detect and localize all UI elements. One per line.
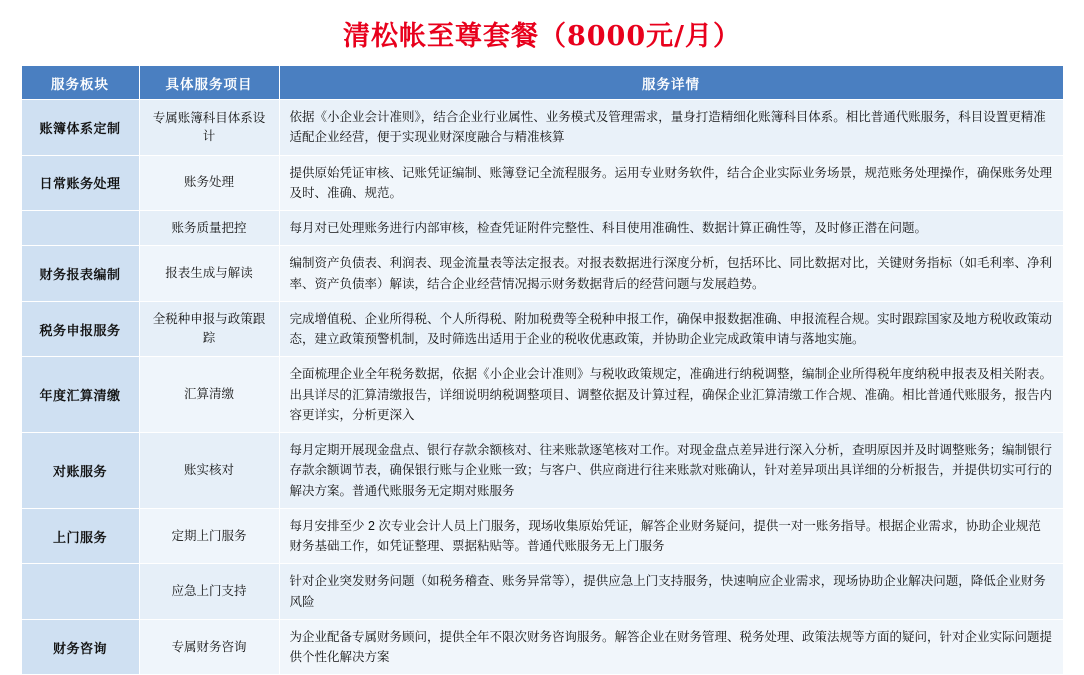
cell-item: 专属账簿科目体系设计 bbox=[139, 100, 279, 156]
table-row bbox=[21, 619, 1063, 675]
cell-item: 专属财务咨询 bbox=[139, 619, 279, 675]
cell-detail: 全面梳理企业全年税务数据，依据《小企业会计准则》与税收政策规定，准确进行纳税调整，编制企业所得税年度纳税申报表及相关附表。出具详尽的汇算清缴报告，详细说明纳税调整项目、调整依据及计算过程，确保企业汇算清缴工作合规、准确。相比普通代账服务，报告内容更详实，分析更深入 bbox=[279, 357, 1063, 433]
cell-detail: 依据《小企业会计准则》，结合企业行业属性、业务模式及管理需求，量身打造精细化账簿科目体系。相比普通代账服务，科目设置更精准适配企业经营，便于实现业财深度融合与精准核算 bbox=[279, 100, 1063, 156]
cell-category: 日常账务处理 bbox=[21, 155, 139, 211]
header-cell-item: 具体服务项目 bbox=[139, 66, 279, 100]
cell-category: 账簿体系定制 bbox=[21, 100, 139, 156]
cell-category: 财务咨询 bbox=[21, 619, 139, 675]
table-row bbox=[21, 301, 1063, 357]
cell-category: 财务报表编制 bbox=[21, 246, 139, 302]
table-header bbox=[21, 66, 1063, 100]
cell-item: 定期上门服务 bbox=[139, 508, 279, 564]
service-package-table bbox=[21, 65, 1064, 675]
table-row bbox=[21, 246, 1063, 302]
cell-category: 年度汇算清缴 bbox=[21, 357, 139, 433]
table-row bbox=[21, 100, 1063, 156]
cell-item: 汇算清缴 bbox=[139, 357, 279, 433]
page-title: 清松帐至尊套餐（8000元/月） bbox=[342, 21, 741, 52]
cell-item: 应急上门支持 bbox=[139, 564, 279, 620]
cell-detail: 完成增值税、企业所得税、个人所得税、附加税费等全税种申报工作，确保申报数据准确、申报流程合规。实时跟踪国家及地方税收政策动态，建立政策预警机制，及时筛选出适用于企业的税收优惠政策，并协助企业完成政策申请与落地实施。 bbox=[279, 301, 1063, 357]
cell-category bbox=[21, 211, 139, 246]
table-row bbox=[21, 211, 1063, 246]
cell-detail: 提供原始凭证审核、记账凭证编制、账簿登记全流程服务。运用专业财务软件，结合企业实际业务场景，规范账务处理操作，确保账务处理及时、准确、规范。 bbox=[279, 155, 1063, 211]
cell-category: 对账服务 bbox=[21, 433, 139, 509]
cell-detail: 每月对已处理账务进行内部审核，检查凭证附件完整性、科目使用准确性、数据计算正确性等，及时修正潜在问题。 bbox=[279, 211, 1063, 246]
table-row bbox=[21, 433, 1063, 509]
cell-item: 账务处理 bbox=[139, 155, 279, 211]
cell-item: 账务质量把控 bbox=[139, 211, 279, 246]
table-row bbox=[21, 508, 1063, 564]
cell-item: 报表生成与解读 bbox=[139, 246, 279, 302]
cell-category: 税务申报服务 bbox=[21, 301, 139, 357]
cell-item: 账实核对 bbox=[139, 433, 279, 509]
cell-detail: 编制资产负债表、利润表、现金流量表等法定报表。对报表数据进行深度分析，包括环比、同比数据对比，关键财务指标（如毛利率、净利率、资产负债率）解读，结合企业经营情况揭示财务数据背后的经营问题与发展趋势。 bbox=[279, 246, 1063, 302]
cell-item: 全税种申报与政策跟踪 bbox=[139, 301, 279, 357]
header-cell-detail: 服务详情 bbox=[279, 66, 1063, 100]
header-cell-category: 服务板块 bbox=[21, 66, 139, 100]
cell-detail: 每月定期开展现金盘点、银行存款余额核对、往来账款逐笔核对工作。对现金盘点差异进行深入分析，查明原因并及时调整账务；编制银行存款余额调节表，确保银行账与企业账一致；与客户、供应商进行往来账款对账确认，针对差异项出具详细的分析报告，并提供切实可行的解决方案。普通代账服务无定期对账服务 bbox=[279, 433, 1063, 509]
cell-category: 上门服务 bbox=[21, 508, 139, 564]
table-row bbox=[21, 155, 1063, 211]
table-body bbox=[21, 100, 1063, 675]
header-row bbox=[21, 66, 1063, 100]
cell-detail: 为企业配备专属财务顾问，提供全年不限次财务咨询服务。解答企业在财务管理、税务处理、政策法规等方面的疑问，针对企业实际问题提供个性化解决方案 bbox=[279, 619, 1063, 675]
table-row bbox=[21, 357, 1063, 433]
cell-detail: 每月安排至少 2 次专业会计人员上门服务，现场收集原始凭证，解答企业财务疑问，提供一对一账务指导。根据企业需求，协助企业规范财务基础工作，如凭证整理、票据粘贴等。普通代账服务无上门服务 bbox=[279, 508, 1063, 564]
cell-detail: 针对企业突发财务问题（如税务稽查、账务异常等），提供应急上门支持服务，快速响应企业需求，现场协助企业解决问题，降低企业财务风险 bbox=[279, 564, 1063, 620]
